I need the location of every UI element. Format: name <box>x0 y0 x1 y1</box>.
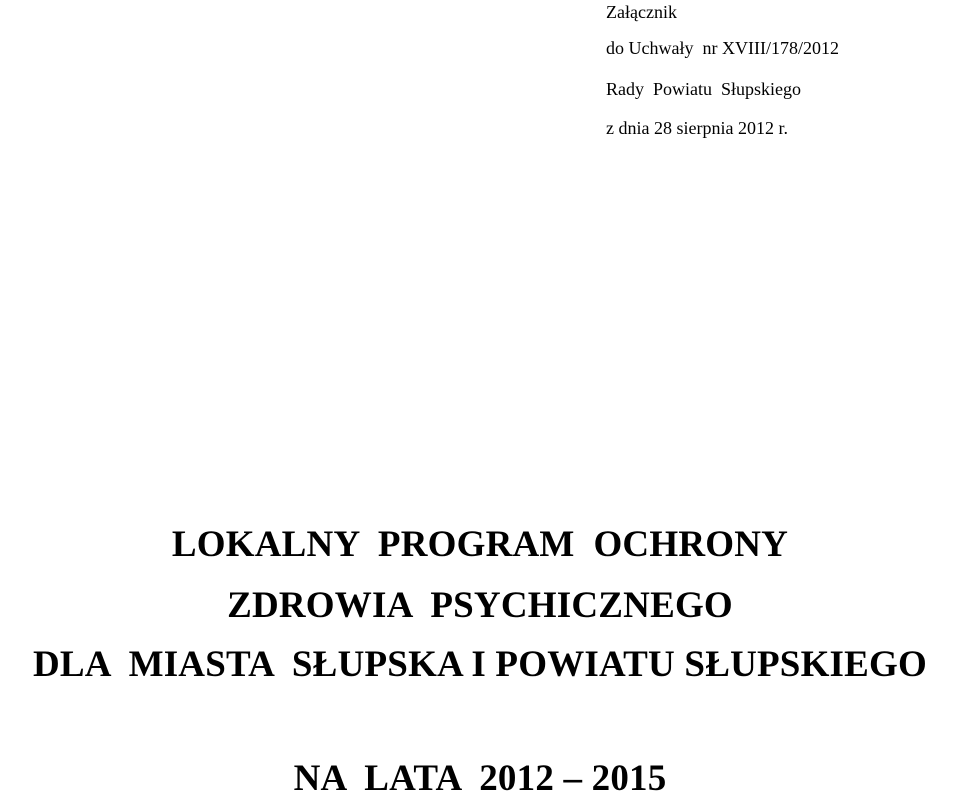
annex-label: Załącznik <box>606 2 677 22</box>
program-title-line-3: DLA MIASTA SŁUPSKA I POWIATU SŁUPSKIEGO <box>33 644 927 685</box>
annex-council: Rady Powiatu Słupskiego <box>606 79 802 99</box>
program-title-line-2: ZDROWIA PSYCHICZNEGO <box>227 585 733 626</box>
program-period: NA LATA 2012 – 2015 <box>293 758 667 799</box>
annex-date: z dnia 28 sierpnia 2012 r. <box>606 118 788 138</box>
program-title-line-1: LOKALNY PROGRAM OCHRONY <box>171 524 789 565</box>
annex-resolution: do Uchwały nr XVIII/178/2012 <box>606 38 839 58</box>
